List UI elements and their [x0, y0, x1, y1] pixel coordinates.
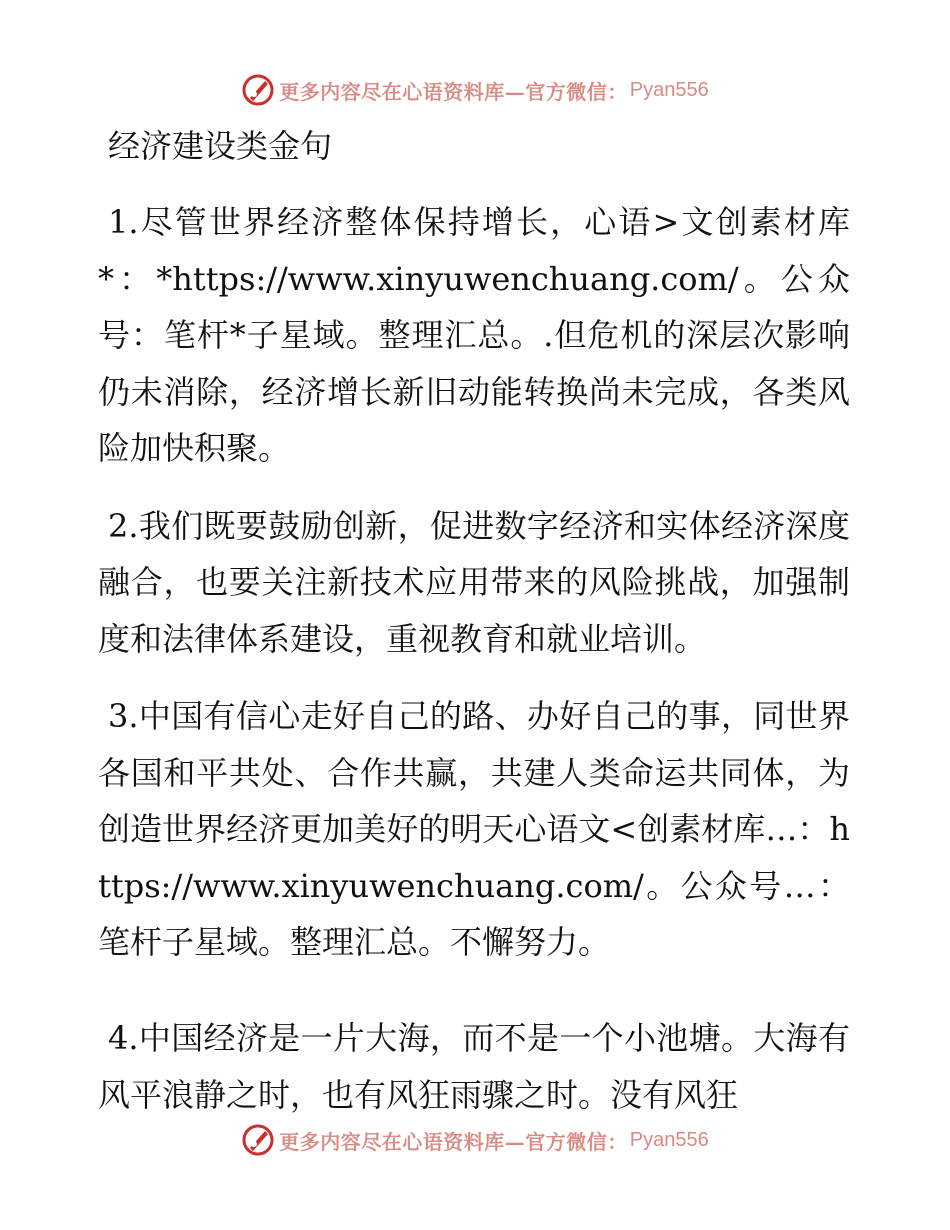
banner-wechat-id: Pyan556 [629, 78, 709, 101]
document-body [98, 118, 850, 992]
paragraph-3: 3.中国有信心走好自己的路、办好自己的事，同世界各国和平共处、合作共赢，共建人类命运共同体，为创造世界经济更加美好的明天心语文<创素材库…：https://www.xinyuwenchuang.com/。公众号…：笔杆子星域。整理汇总。不懈努力。 [98, 697, 850, 961]
banner-text: 更多内容尽在心语资料库—官方微信： [279, 1129, 628, 1154]
paragraph-4: 4.中国经济是一片大海，而不是一个小池塘。大海有风平浪静之时，也有风狂雨骤之时。没有风狂 [98, 1019, 850, 1114]
document-title: 经济建设类金句 [108, 127, 333, 165]
paragraph-4-clip [98, 1010, 850, 1122]
banner-text: 更多内容尽在心语资料库—官方微信： [279, 79, 628, 104]
header-banner [0, 70, 950, 110]
pen-logo-icon [241, 73, 275, 107]
banner-wechat-id: Pyan556 [629, 1128, 709, 1151]
paragraph-2: 2.我们既要鼓励创新，促进数字经济和实体经济深度融合，也要关注新技术应用带来的风险挑战，加强制度和法律体系建设，重视教育和就业培训。 [98, 506, 850, 658]
pen-logo-icon [241, 1123, 275, 1157]
paragraph-1: 1.尽管世界经济整体保持增长，心语>文创素材库*：*https://www.xinyuwenchuang.com/。公众号：笔杆*子星域。整理汇总。.但危机的深层次影响仍未消除，经济增长新旧动能转换尚未完成，各类风险加快积聚。 [98, 203, 850, 467]
footer-banner [0, 1120, 950, 1160]
